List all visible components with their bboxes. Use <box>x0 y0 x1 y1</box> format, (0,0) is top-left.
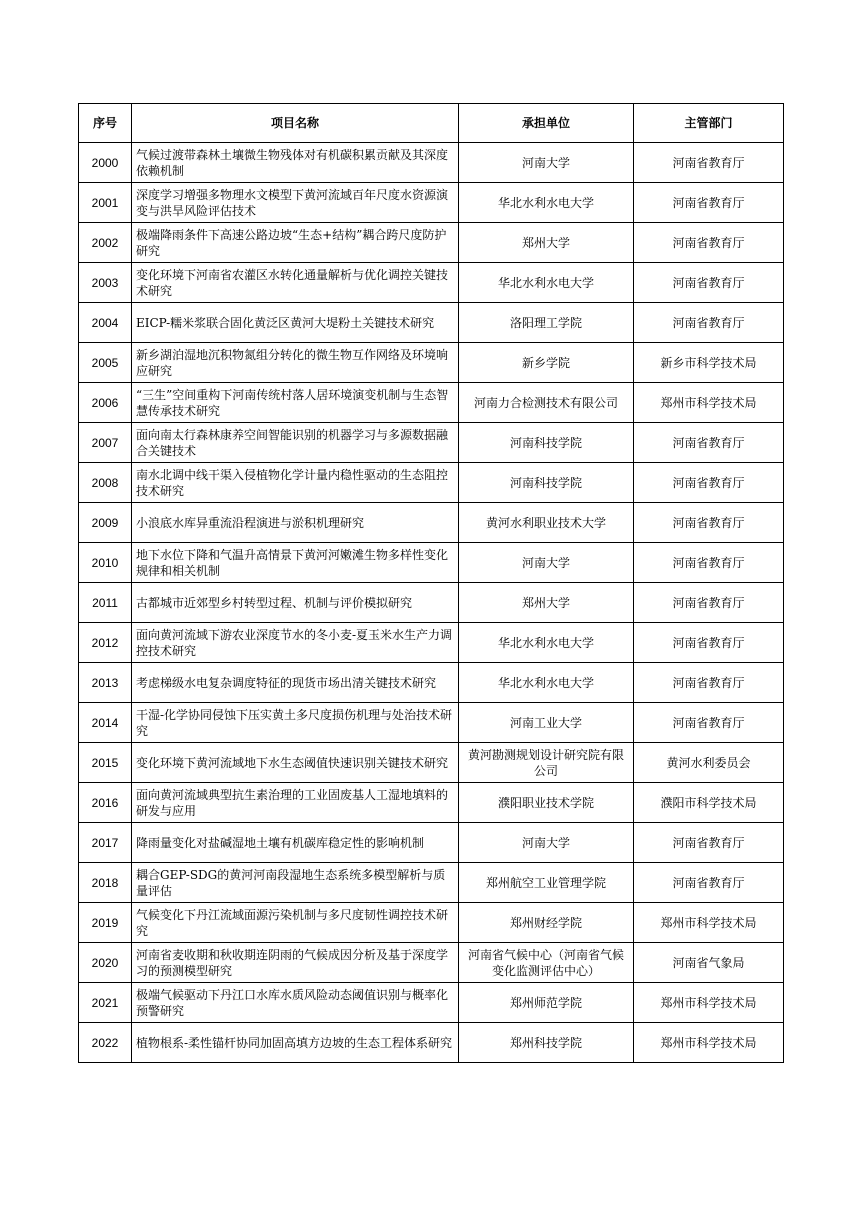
cell-num: 2001 <box>79 183 132 223</box>
cell-num: 2010 <box>79 543 132 583</box>
table-row <box>79 583 784 623</box>
cell-name: 变化环境下黄河流域地下水生态阈值快速识别关键技术研究 <box>132 743 459 783</box>
cell-dept: 河南省教育厅 <box>634 863 784 903</box>
cell-num: 2019 <box>79 903 132 943</box>
cell-num: 2004 <box>79 303 132 343</box>
table-row <box>79 903 784 943</box>
cell-unit: 河南力合检测技术有限公司 <box>459 383 634 423</box>
cell-name: 小浪底水库异重流沿程演进与淤积机理研究 <box>132 503 459 543</box>
cell-unit: 郑州科技学院 <box>459 1023 634 1063</box>
cell-num: 2003 <box>79 263 132 303</box>
table-row <box>79 663 784 703</box>
cell-num: 2008 <box>79 463 132 503</box>
cell-dept: 河南省教育厅 <box>634 583 784 623</box>
cell-dept: 河南省教育厅 <box>634 503 784 543</box>
table-row <box>79 943 784 983</box>
cell-num: 2000 <box>79 143 132 183</box>
table-row <box>79 343 784 383</box>
cell-num: 2015 <box>79 743 132 783</box>
cell-num: 2014 <box>79 703 132 743</box>
cell-dept: 河南省教育厅 <box>634 703 784 743</box>
cell-dept: 河南省教育厅 <box>634 623 784 663</box>
cell-name: 耦合GEP-SDG的黄河河南段湿地生态系统多模型解析与质量评估 <box>132 863 459 903</box>
cell-num: 2006 <box>79 383 132 423</box>
table-row <box>79 503 784 543</box>
cell-unit: 黄河勘测规划设计研究院有限公司 <box>459 743 634 783</box>
table-row <box>79 423 784 463</box>
cell-num: 2017 <box>79 823 132 863</box>
cell-dept: 濮阳市科学技术局 <box>634 783 784 823</box>
cell-unit: 新乡学院 <box>459 343 634 383</box>
table-row <box>79 183 784 223</box>
cell-unit: 河南大学 <box>459 823 634 863</box>
cell-unit: 华北水利水电大学 <box>459 623 634 663</box>
cell-dept: 郑州市科学技术局 <box>634 903 784 943</box>
header-num: 序号 <box>79 104 132 143</box>
cell-name: 考虑梯级水电复杂调度特征的现货市场出清关键技术研究 <box>132 663 459 703</box>
cell-dept: 河南省教育厅 <box>634 263 784 303</box>
cell-dept: 河南省教育厅 <box>634 823 784 863</box>
table-row <box>79 823 784 863</box>
header-unit: 承担单位 <box>459 104 634 143</box>
cell-num: 2018 <box>79 863 132 903</box>
cell-name: 干湿-化学协同侵蚀下压实黄土多尺度损伤机理与处治技术研究 <box>132 703 459 743</box>
cell-name: 极端气候驱动下丹江口水库水质风险动态阈值识别与概率化预警研究 <box>132 983 459 1023</box>
table-row <box>79 303 784 343</box>
table-row <box>79 983 784 1023</box>
cell-unit: 郑州财经学院 <box>459 903 634 943</box>
cell-dept: 河南省教育厅 <box>634 543 784 583</box>
cell-unit: 华北水利水电大学 <box>459 263 634 303</box>
cell-num: 2012 <box>79 623 132 663</box>
cell-unit: 河南科技学院 <box>459 423 634 463</box>
cell-name: 面向黄河流域下游农业深度节水的冬小麦-夏玉米水生产力调控技术研究 <box>132 623 459 663</box>
cell-unit: 河南科技学院 <box>459 463 634 503</box>
cell-name: 古都城市近郊型乡村转型过程、机制与评价模拟研究 <box>132 583 459 623</box>
cell-name: 新乡湖泊湿地沉积物氮组分转化的微生物互作网络及环境响应研究 <box>132 343 459 383</box>
header-name: 项目名称 <box>132 104 459 143</box>
table-row <box>79 783 784 823</box>
table-row <box>79 743 784 783</box>
cell-unit: 郑州师范学院 <box>459 983 634 1023</box>
cell-unit: 河南大学 <box>459 543 634 583</box>
cell-name: EICP-糯米浆联合固化黄泛区黄河大堤粉土关键技术研究 <box>132 303 459 343</box>
table-row <box>79 463 784 503</box>
cell-name: 面向黄河流域典型抗生素治理的工业固废基人工湿地填料的研发与应用 <box>132 783 459 823</box>
table-row <box>79 143 784 183</box>
cell-dept: 河南省气象局 <box>634 943 784 983</box>
cell-num: 2005 <box>79 343 132 383</box>
cell-dept: 河南省教育厅 <box>634 223 784 263</box>
cell-dept: 郑州市科学技术局 <box>634 1023 784 1063</box>
table-row <box>79 543 784 583</box>
table-row <box>79 1023 784 1063</box>
cell-unit: 河南省气候中心（河南省气候变化监测评估中心） <box>459 943 634 983</box>
cell-unit: 河南大学 <box>459 143 634 183</box>
cell-name: 面向南太行森林康养空间智能识别的机器学习与多源数据融合关键技术 <box>132 423 459 463</box>
header-dept: 主管部门 <box>634 104 784 143</box>
cell-name: 河南省麦收期和秋收期连阴雨的气候成因分析及基于深度学习的预测模型研究 <box>132 943 459 983</box>
table-row <box>79 703 784 743</box>
table-row <box>79 223 784 263</box>
cell-unit: 黄河水利职业技术大学 <box>459 503 634 543</box>
cell-unit: 河南工业大学 <box>459 703 634 743</box>
cell-dept: 河南省教育厅 <box>634 183 784 223</box>
cell-dept: 河南省教育厅 <box>634 423 784 463</box>
cell-dept: 郑州市科学技术局 <box>634 983 784 1023</box>
header-row <box>79 104 784 143</box>
cell-num: 2011 <box>79 583 132 623</box>
cell-num: 2002 <box>79 223 132 263</box>
cell-unit: 华北水利水电大学 <box>459 183 634 223</box>
table-row <box>79 863 784 903</box>
cell-name: 变化环境下河南省农灌区水转化通量解析与优化调控关键技术研究 <box>132 263 459 303</box>
cell-name: “三生”空间重构下河南传统村落人居环境演变机制与生态智慧传承技术研究 <box>132 383 459 423</box>
cell-num: 2016 <box>79 783 132 823</box>
cell-unit: 濮阳职业技术学院 <box>459 783 634 823</box>
cell-name: 地下水位下降和气温升高情景下黄河河嫩滩生物多样性变化规律和相关机制 <box>132 543 459 583</box>
cell-unit: 洛阳理工学院 <box>459 303 634 343</box>
cell-dept: 河南省教育厅 <box>634 143 784 183</box>
cell-dept: 新乡市科学技术局 <box>634 343 784 383</box>
project-table <box>78 103 784 1063</box>
cell-name: 南水北调中线干渠入侵植物化学计量内稳性驱动的生态阻控技术研究 <box>132 463 459 503</box>
cell-num: 2020 <box>79 943 132 983</box>
cell-name: 植物根系-柔性锚杆协同加固高填方边坡的生态工程体系研究 <box>132 1023 459 1063</box>
cell-dept: 河南省教育厅 <box>634 663 784 703</box>
cell-unit: 郑州航空工业管理学院 <box>459 863 634 903</box>
cell-name: 降雨量变化对盐碱湿地土壤有机碳库稳定性的影响机制 <box>132 823 459 863</box>
table-row <box>79 623 784 663</box>
cell-dept: 河南省教育厅 <box>634 463 784 503</box>
cell-num: 2007 <box>79 423 132 463</box>
cell-num: 2022 <box>79 1023 132 1063</box>
cell-name: 极端降雨条件下高速公路边坡“生态+结构”耦合跨尺度防护研究 <box>132 223 459 263</box>
cell-name: 气候变化下丹江流域面源污染机制与多尺度韧性调控技术研究 <box>132 903 459 943</box>
table-row <box>79 383 784 423</box>
cell-unit: 郑州大学 <box>459 223 634 263</box>
cell-num: 2009 <box>79 503 132 543</box>
cell-dept: 河南省教育厅 <box>634 303 784 343</box>
cell-num: 2021 <box>79 983 132 1023</box>
cell-unit: 华北水利水电大学 <box>459 663 634 703</box>
table-row <box>79 263 784 303</box>
cell-dept: 黄河水利委员会 <box>634 743 784 783</box>
table-header <box>79 104 784 143</box>
cell-name: 气候过渡带森林土壤微生物残体对有机碳积累贡献及其深度依赖机制 <box>132 143 459 183</box>
table-body <box>79 143 784 1063</box>
cell-dept: 郑州市科学技术局 <box>634 383 784 423</box>
cell-unit: 郑州大学 <box>459 583 634 623</box>
cell-num: 2013 <box>79 663 132 703</box>
cell-name: 深度学习增强多物理水文模型下黄河流域百年尺度水资源演变与洪旱风险评估技术 <box>132 183 459 223</box>
